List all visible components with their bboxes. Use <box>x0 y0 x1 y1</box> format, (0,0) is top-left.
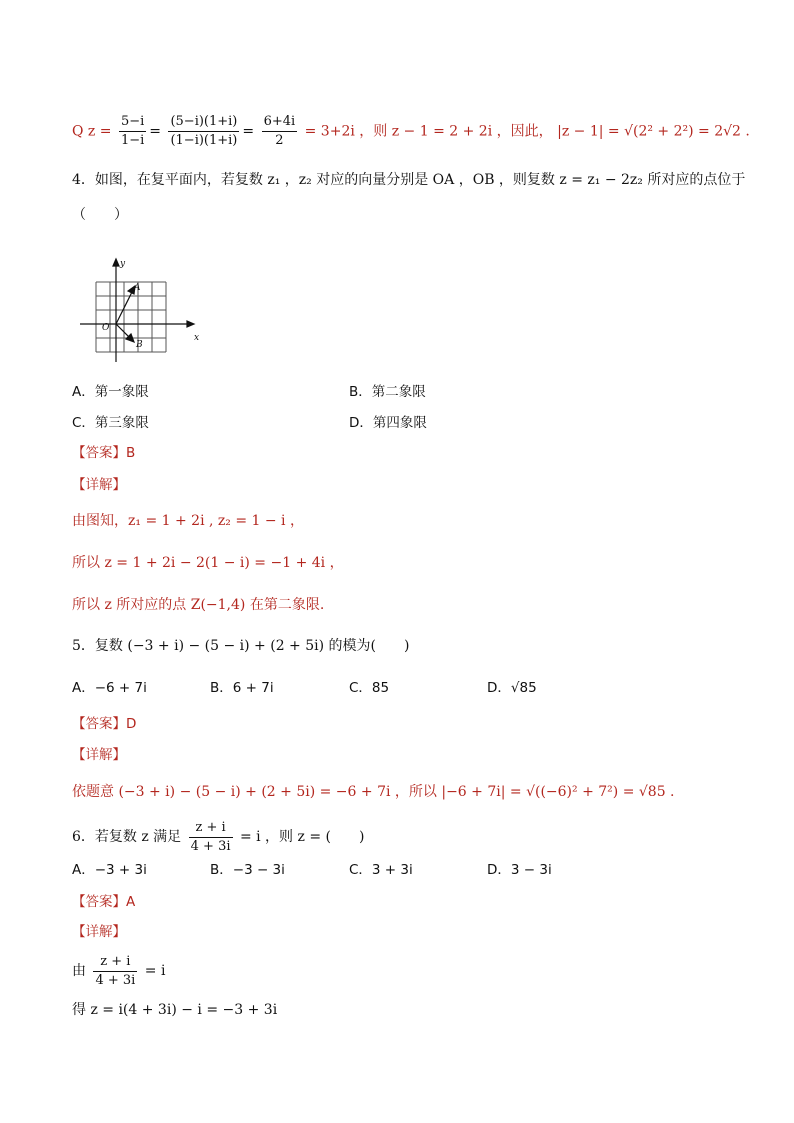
q4-stem-line1: 4．如图，在复平面内，若复数 z₁ ，z₂ 对应的向量分别是 OA ，OB ，则复数 z = z₁ − 2z₂ 所对应的点位于 <box>72 172 746 188</box>
q6-stem <box>72 818 364 856</box>
q6-stem-frac: $\frac{z + i}{4 + 3i}$ <box>190 819 231 854</box>
q6-answer: 【答案】A <box>72 894 136 910</box>
q6-sol-post: = i <box>144 963 166 979</box>
q5-stem: 5．复数 (−3 + i) − (5 − i) + (2 + 5i) 的模为( ) <box>72 638 410 654</box>
y-axis-arrow <box>113 259 119 266</box>
q4-sol-line3: 所以 z 所对应的点 Z(−1,4) 在第二象限. <box>72 597 325 613</box>
q6-sol-frac: $\frac{z + i}{4 + 3i}$ <box>95 953 136 988</box>
q6-option-b[interactable]: B．−3 − 3i <box>210 862 285 878</box>
q3-solution-line: Q z = $\frac{5-i}{1-i}$ = $\frac{(5-i)(1+i)}{(1-i)(1+i)}$ = $\frac{6+4i}{2}$ = 3+2i ，则 z − 1 = 2 + 2i ，因此， |z − 1| = √(2² + 2²) = 2√2 . <box>72 114 750 148</box>
q6-sol-pre: 由 <box>72 963 86 979</box>
q3-frac2: $\frac{(5-i)(1+i)}{(1-i)(1+i)}$ <box>170 114 238 148</box>
q6-detail-label: 【详解】 <box>72 924 126 940</box>
q4-option-c[interactable]: C．第三象限 <box>72 415 149 431</box>
q6-option-a[interactable]: A．−3 + 3i <box>72 862 147 878</box>
q4-sol-line1: 由图知，z₁ = 1 + 2i , z₂ = 1 − i ， <box>72 513 304 529</box>
q5-option-b[interactable]: B．6 + 7i <box>210 680 274 696</box>
q5-option-d[interactable]: D．√85 <box>487 680 537 696</box>
q6-sol-line1 <box>72 952 165 990</box>
q4-stem-line2: （ ） <box>72 207 128 223</box>
q5-option-c[interactable]: C．85 <box>349 680 390 696</box>
q4-sol-line2: 所以 z = 1 + 2i − 2(1 − i) = −1 + 4i ， <box>72 555 344 571</box>
x-axis-arrow <box>187 321 194 327</box>
point-b-label: B <box>136 340 143 350</box>
point-a-label: A <box>134 283 141 293</box>
q5-detail-label: 【详解】 <box>72 747 126 763</box>
q5-option-a[interactable]: A．−6 + 7i <box>72 680 147 696</box>
q4-detail-label: 【详解】 <box>72 477 126 493</box>
q4-answer: 【答案】B <box>72 445 136 461</box>
q6-option-c[interactable]: C．3 + 3i <box>349 862 413 878</box>
q6-sol-line2: 得 z = i(4 + 3i) − i = −3 + 3i <box>72 1002 278 1018</box>
q5-answer: 【答案】D <box>72 716 137 732</box>
q4-option-b[interactable]: B．第二象限 <box>349 384 426 400</box>
q4-option-d[interactable]: D．第四象限 <box>349 415 427 431</box>
q5-sol-line1: 依题意 (−3 + i) − (5 − i) + (2 + 5i) = −6 + 7i ，所以 |−6 + 7i| = √((−6)² + 7²) = √85 . <box>72 784 675 800</box>
q3-frac3: $\frac{6+4i}{2}$ <box>263 114 296 148</box>
q3-frac1: $\frac{5-i}{1-i}$ <box>120 114 145 148</box>
q3-tail: = 3+2i ，则 z − 1 = 2 + 2i ，因此， |z − 1| = √(2² + 2²) = 2√2 . <box>304 123 750 140</box>
y-label: y <box>120 259 126 269</box>
q4-option-a[interactable]: A．第一象限 <box>72 384 149 400</box>
q6-option-d[interactable]: D．3 − 3i <box>487 862 552 878</box>
complex-plane-figure <box>76 252 206 362</box>
x-label: x <box>194 333 200 343</box>
q6-stem-pre: 6．若复数 z 满足 <box>72 829 182 845</box>
origin-label: O <box>102 323 110 333</box>
q6-stem-post: = i ，则 z = ( ) <box>239 829 365 845</box>
q3-lead: Q z = <box>72 123 112 140</box>
